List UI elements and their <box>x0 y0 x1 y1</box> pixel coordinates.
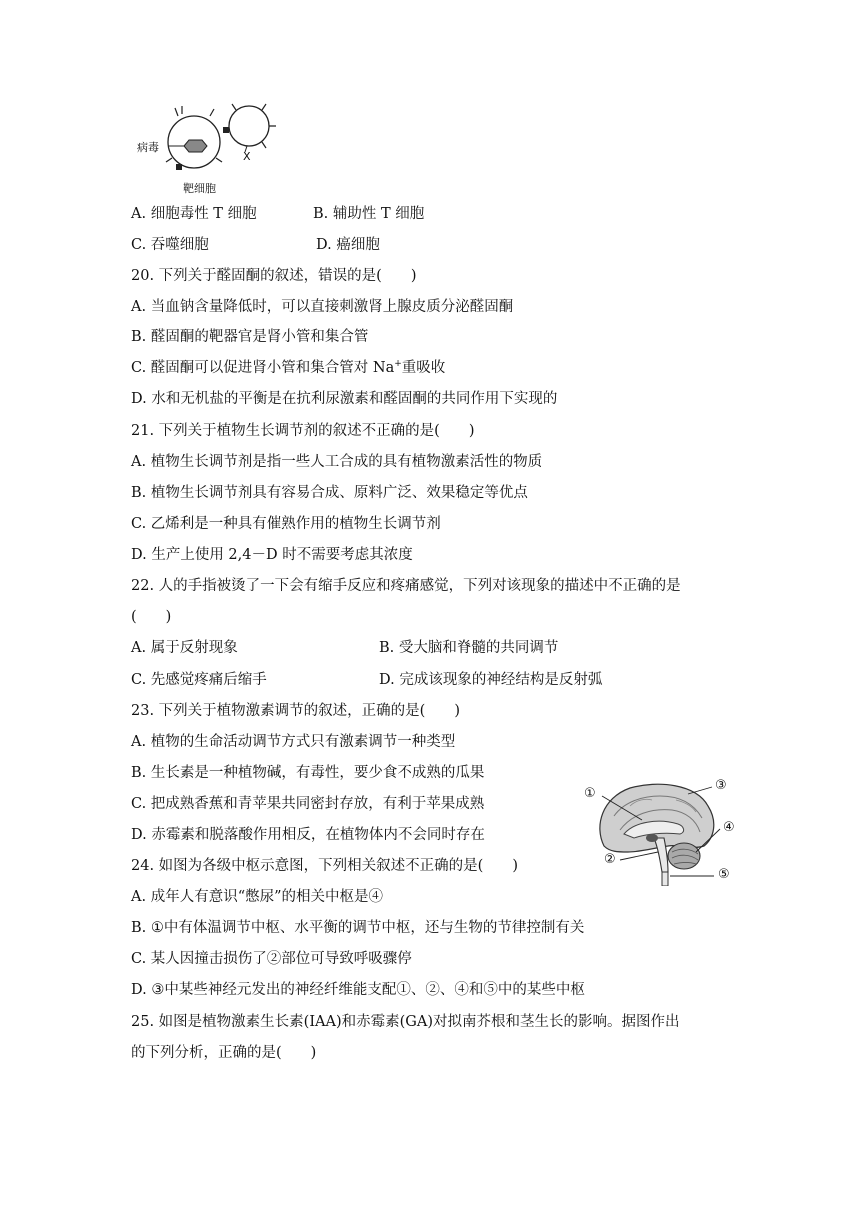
brain-label-4: ④ <box>723 820 735 835</box>
q20-option-a: A. 当血钠含量降低时，可以直接刺激肾上腺皮质分泌醛固酮 <box>131 299 514 315</box>
brain-label-1: ① <box>584 786 596 801</box>
q22-option-c: C. 先感觉疼痛后缩手 <box>131 672 267 688</box>
q24-option-b: B. ①中有体温调节中枢、水平衡的调节中枢，还与生物的节律控制有关 <box>131 920 585 936</box>
q24-option-d: D. ③中某些神经元发出的神经纤维能支配①、②、④和⑤中的某些中枢 <box>131 982 585 998</box>
q24-stem: 24. 如图为各级中枢示意图，下列相关叙述不正确的是( ) <box>131 858 518 874</box>
brain-label-3: ③ <box>715 778 727 793</box>
q20-option-c-text: C. 醛固酮可以促进肾小管和集合管对 Na <box>131 360 395 376</box>
q20-option-d: D. 水和无机盐的平衡是在抗利尿激素和醛固酮的共同作用下实现的 <box>131 391 558 407</box>
q19-option-d: D. 癌细胞 <box>316 237 380 253</box>
brain-label-5: ⑤ <box>718 867 730 882</box>
q23-option-c: C. 把成熟香蕉和青苹果共同密封存放，有利于苹果成熟 <box>131 796 485 812</box>
q21-option-a: A. 植物生长调节剂是指一些人工合成的具有植物激素活性的物质 <box>131 454 543 470</box>
q20-option-b: B. 醛固酮的靶器官是肾小管和集合管 <box>131 329 369 345</box>
q19-option-c: C. 吞噬细胞 <box>131 237 209 253</box>
q22-option-a: A. 属于反射现象 <box>131 640 238 656</box>
q23-option-a: A. 植物的生命活动调节方式只有激素调节一种类型 <box>131 734 456 750</box>
q22-stem-cont: ( ) <box>131 609 172 625</box>
virus-label: 病毒 <box>137 141 159 154</box>
q20-option-c <box>131 358 445 378</box>
q22-stem: 22. 人的手指被烫了一下会有缩手反应和疼痛感觉，下列对该现象的描述中不正确的是 <box>131 578 681 594</box>
q20-stem: 20. 下列关于醛固酮的叙述，错误的是( ) <box>131 268 417 284</box>
q23-option-d: D. 赤霉素和脱落酸作用相反，在植物体内不会同时存在 <box>131 827 485 843</box>
q22-option-d: D. 完成该现象的神经结构是反射弧 <box>379 672 603 688</box>
q24-option-a: A. 成年人有意识“憋尿”的相关中枢是④ <box>131 889 384 905</box>
q21-stem: 21. 下列关于植物生长调节剂的叙述不正确的是( ) <box>131 423 475 439</box>
x-label: X <box>243 150 251 163</box>
q21-option-d: D. 生产上使用 2,4－D 时不需要考虑其浓度 <box>131 547 413 563</box>
target-cell-label: 靶细胞 <box>183 182 216 195</box>
q21-option-b: B. 植物生长调节剂具有容易合成、原料广泛、效果稳定等优点 <box>131 485 528 501</box>
figure-brain-centers <box>580 776 740 886</box>
q24-option-c: C. 某人因撞击损伤了②部位可导致呼吸骤停 <box>131 951 412 967</box>
q20-option-c-sup: + <box>394 359 402 369</box>
q19-option-a: A. 细胞毒性 T 细胞 <box>131 206 257 222</box>
q25-stem-cont: 的下列分析，正确的是( ) <box>131 1045 317 1061</box>
brain-label-2: ② <box>604 852 616 867</box>
q21-option-c: C. 乙烯利是一种具有催熟作用的植物生长调节剂 <box>131 516 441 532</box>
figure-target-cell <box>132 100 282 200</box>
q22-option-b: B. 受大脑和脊髓的共同调节 <box>379 640 559 656</box>
q23-option-b: B. 生长素是一种植物碱，有毒性，要少食不成熟的瓜果 <box>131 765 485 781</box>
q25-stem: 25. 如图是植物激素生长素(IAA)和赤霉素(GA)对拟南芥根和茎生长的影响。据图作出 <box>131 1014 680 1030</box>
q19-option-b: B. 辅助性 T 细胞 <box>313 206 425 222</box>
q23-stem: 23. 下列关于植物激素调节的叙述，正确的是( ) <box>131 703 460 719</box>
q20-option-c-tail: 重吸收 <box>401 360 446 376</box>
